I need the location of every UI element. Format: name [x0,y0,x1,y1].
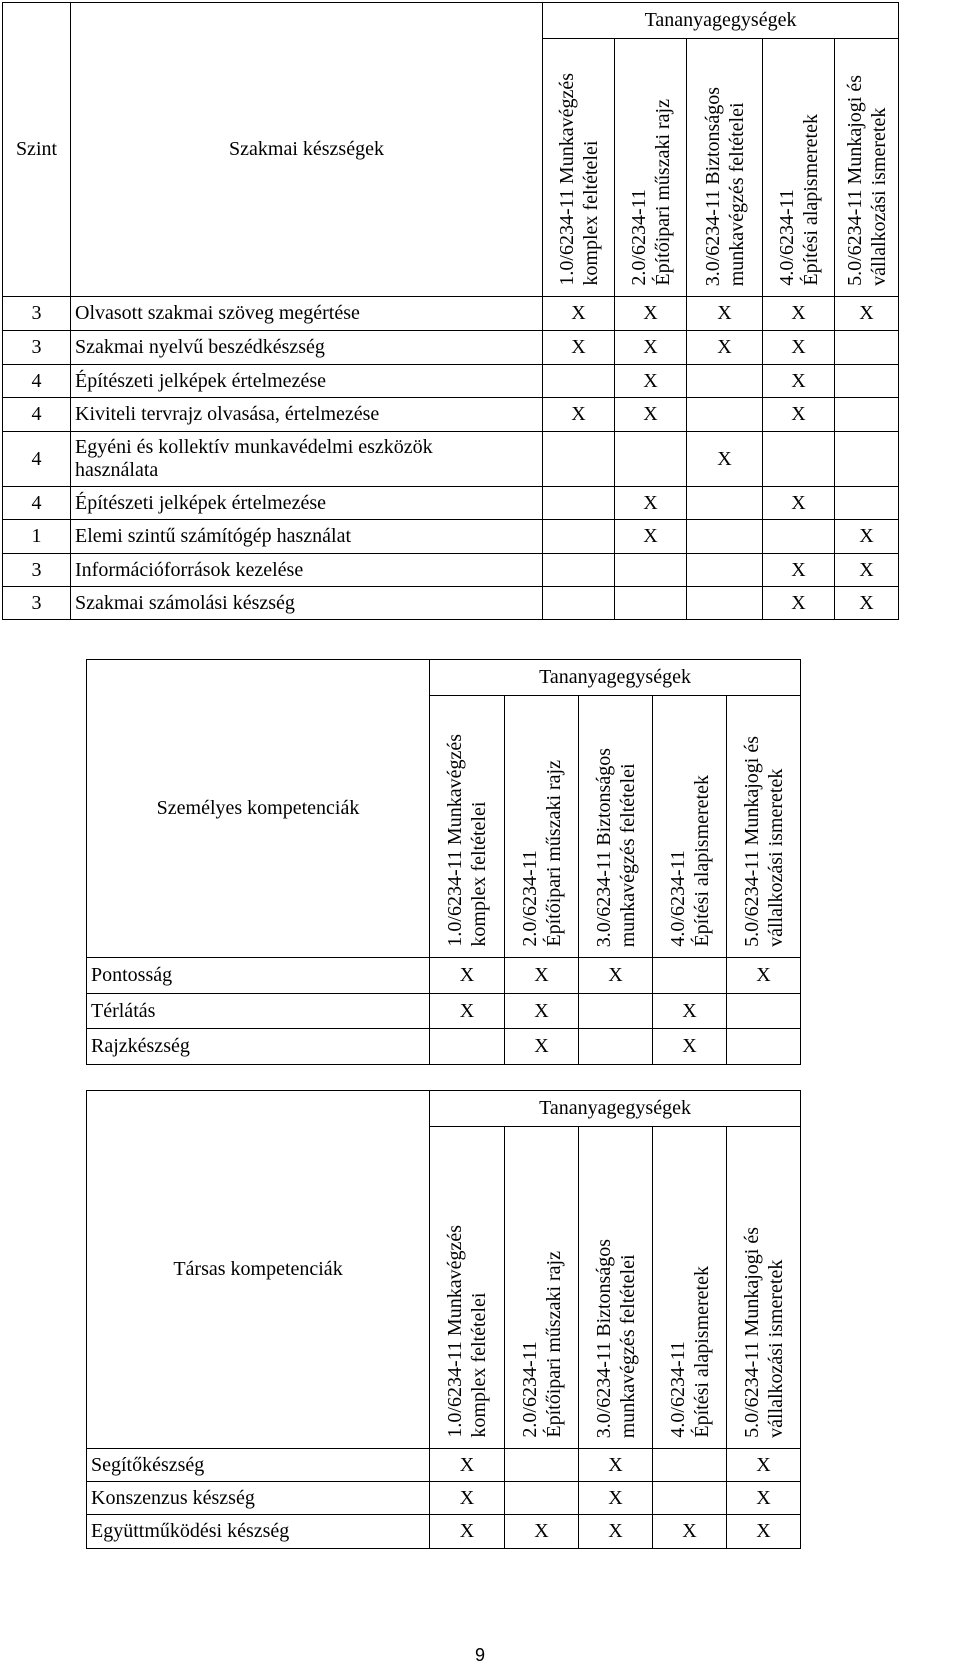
mark-cell [505,1449,579,1482]
unit-header-line: 3.0/6234-11 Biztonságos [592,1238,615,1438]
level-cell: 4 [3,365,71,398]
unit-header-line: 1.0/6234-11 Munkavégzés [444,1225,466,1438]
social-competencies-table [86,1090,801,1549]
mark-cell [505,1482,579,1515]
mark-cell: X [687,432,763,487]
competency-cell: Konszenzus készség [87,1482,430,1515]
unit-header-text [627,99,675,286]
mark-cell: X [763,487,835,520]
mark-cell [835,432,899,487]
level-cell: 3 [3,587,71,620]
units-group-header: Tananyagegységek [543,3,899,39]
table-row [3,554,899,587]
mark-cell [653,1482,727,1515]
mark-cell: X [763,554,835,587]
mark-cell [543,554,615,587]
competency-cell: Segítőkészség [87,1449,430,1482]
mark-cell: X [543,297,615,331]
mark-cell [763,520,835,554]
table-row [3,487,899,520]
mark-cell: X [763,331,835,365]
unit-header-text [443,734,491,947]
skill-cell: Olvasott szakmai szöveg megértése [71,297,543,331]
unit-header-2 [505,1127,579,1449]
unit-header-4 [653,1127,727,1449]
table-row [3,365,899,398]
mark-cell [615,554,687,587]
unit-header-line: 3.0/6234-11 Biztonságos [592,747,615,947]
mark-cell: X [763,297,835,331]
level-cell: 1 [3,520,71,554]
professional-skills-table [2,2,899,620]
level-cell: 3 [3,554,71,587]
mark-cell [687,398,763,432]
competency-cell: Térlátás [87,994,430,1029]
mark-cell [579,1029,653,1065]
mark-cell: X [579,1482,653,1515]
unit-header-text [443,1225,491,1438]
unit-header-2 [615,39,687,297]
mark-cell: X [727,1482,801,1515]
personal-competencies-table [86,659,801,1065]
table-row [3,520,899,554]
unit-header-5 [727,1127,801,1449]
mark-cell [835,365,899,398]
mark-cell [687,365,763,398]
mark-cell [727,1029,801,1065]
mark-cell: X [653,994,727,1029]
unit-header-text [775,114,823,286]
level-cell: 3 [3,297,71,331]
units-group-header: Tananyagegységek [430,660,801,696]
mark-cell [543,432,615,487]
unit-header-line: 3.0/6234-11 Biztonságos [701,86,724,286]
level-cell: 4 [3,432,71,487]
mark-cell: X [615,365,687,398]
mark-cell [653,1449,727,1482]
unit-header-line: 4.0/6234-11 [666,1341,689,1438]
mark-cell: X [653,1029,727,1065]
table-row [3,587,899,620]
table-row [87,1029,801,1065]
unit-header-2 [505,696,579,958]
mark-cell: X [763,398,835,432]
unit-header-4 [653,696,727,958]
mark-cell: X [579,958,653,994]
mark-cell: X [687,331,763,365]
unit-header-3 [687,39,763,297]
unit-header-text [518,1251,566,1438]
mark-cell: X [430,994,505,1029]
mark-cell [687,520,763,554]
mark-cell: X [579,1449,653,1482]
skill-cell: Egyéni és kollektív munkavédelmi eszközök használata [71,432,543,487]
unit-header-line: 2.0/6234-11 [518,850,541,947]
unit-header-text [518,760,566,947]
mark-cell [579,994,653,1029]
unit-header-line: Építési alapismeretek [690,1266,713,1438]
mark-cell [687,587,763,620]
unit-header-1 [430,696,505,958]
mark-cell: X [615,487,687,520]
unit-header-line: Építési alapismeretek [690,775,713,947]
mark-cell: X [763,365,835,398]
unit-header-5 [835,39,899,297]
table-row [87,1515,801,1549]
unit-header-line: 1.0/6234-11 Munkavégzés [444,734,466,947]
mark-cell: X [653,1515,727,1549]
mark-cell: X [835,297,899,331]
unit-header-3 [579,1127,653,1449]
unit-header-line: 5.0/6234-11 Munkajogi és [740,1227,763,1438]
competency-cell: Pontosság [87,958,430,994]
unit-header-line: 5.0/6234-11 Munkajogi és [843,75,866,286]
unit-header-text [592,1239,640,1438]
mark-cell: X [835,587,899,620]
level-cell: 3 [3,331,71,365]
unit-header-text [701,87,749,286]
mark-cell: X [543,331,615,365]
unit-header-line: 1.0/6234-11 Munkavégzés [555,73,578,286]
mark-cell: X [615,297,687,331]
unit-header-1 [543,39,615,297]
unit-header-line: munkavégzés feltételei [725,102,748,286]
level-cell: 4 [3,398,71,432]
mark-cell: X [763,587,835,620]
competency-cell: Rajzkészség [87,1029,430,1065]
unit-header-line: komplex feltételei [579,141,602,286]
mark-cell: X [727,1515,801,1549]
unit-header-text [666,1266,714,1438]
mark-cell: X [543,398,615,432]
table-row [87,1449,801,1482]
mark-cell [615,432,687,487]
mark-cell: X [615,398,687,432]
level-cell: 4 [3,487,71,520]
skill-cell: Építészeti jelképek értelmezése [71,487,543,520]
mark-cell [430,1029,505,1065]
mark-cell: X [430,1482,505,1515]
level-column-header: Szint [3,3,71,297]
unit-header-line: 4.0/6234-11 [775,189,798,286]
unit-header-line: 2.0/6234-11 [518,1341,541,1438]
competency-cell: Együttműködési készség [87,1515,430,1549]
mark-cell: X [727,958,801,994]
mark-cell [835,487,899,520]
unit-header-1 [430,1127,505,1449]
mark-cell [835,398,899,432]
mark-cell [653,958,727,994]
mark-cell [543,520,615,554]
unit-header-text [740,1227,788,1438]
skill-cell: Elemi szintű számítógép használat [71,520,543,554]
mark-cell [835,331,899,365]
unit-header-line: munkavégzés feltételei [616,763,639,947]
table-row [87,994,801,1029]
mark-cell [687,554,763,587]
table-row [3,432,899,487]
mark-cell [543,587,615,620]
mark-cell [763,432,835,487]
unit-header-line: komplex feltételei [468,802,490,947]
unit-header-text [740,736,788,947]
mark-cell: X [505,994,579,1029]
table-row [3,398,899,432]
mark-cell [615,587,687,620]
units-group-header: Tananyagegységek [430,1091,801,1127]
mark-cell: X [505,958,579,994]
skill-cell: Szakmai nyelvű beszédkészség [71,331,543,365]
table-row [3,297,899,331]
mark-cell: X [727,1449,801,1482]
mark-cell [543,487,615,520]
mark-cell: X [687,297,763,331]
unit-header-text [666,775,714,947]
mark-cell [687,487,763,520]
mark-cell: X [430,1515,505,1549]
unit-header-4 [763,39,835,297]
unit-header-line: komplex feltételei [468,1293,490,1438]
unit-header-line: 2.0/6234-11 [627,189,650,286]
mark-cell: X [615,520,687,554]
page-number: 9 [474,1645,485,1665]
unit-header-line: Építőipari műszaki rajz [542,1251,565,1438]
social-competencies-title: Társas kompetenciák [87,1091,430,1449]
table-row [3,331,899,365]
skill-cell: Információforrások kezelése [71,554,543,587]
skill-cell: Építészeti jelképek értelmezése [71,365,543,398]
mark-cell: X [835,554,899,587]
unit-header-3 [579,696,653,958]
mark-cell: X [430,958,505,994]
mark-cell: X [835,520,899,554]
mark-cell: X [505,1515,579,1549]
table-row [87,1482,801,1515]
unit-header-text [843,75,891,286]
unit-header-line: vállalkozási ismeretek [764,768,787,947]
mark-cell: X [615,331,687,365]
unit-header-line: munkavégzés feltételei [616,1254,639,1438]
unit-header-text [592,748,640,947]
unit-header-line: Építőipari műszaki rajz [651,99,674,286]
unit-header-line: 4.0/6234-11 [666,850,689,947]
skill-cell: Szakmai számolási készség [71,587,543,620]
mark-cell [543,365,615,398]
unit-header-text [555,73,603,286]
personal-competencies-title: Személyes kompetenciák [87,660,430,958]
unit-header-line: Építési alapismeretek [799,114,822,286]
unit-header-line: 5.0/6234-11 Munkajogi és [740,736,763,947]
mark-cell [727,994,801,1029]
unit-header-line: Építőipari műszaki rajz [542,760,565,947]
skills-column-header: Szakmai készségek [71,3,543,297]
unit-header-5 [727,696,801,958]
unit-header-line: vállalkozási ismeretek [867,107,890,286]
mark-cell: X [505,1029,579,1065]
unit-header-line: vállalkozási ismeretek [764,1259,787,1438]
mark-cell: X [430,1449,505,1482]
mark-cell: X [579,1515,653,1549]
table-row [87,958,801,994]
skill-cell: Kiviteli tervrajz olvasása, értelmezése [71,398,543,432]
